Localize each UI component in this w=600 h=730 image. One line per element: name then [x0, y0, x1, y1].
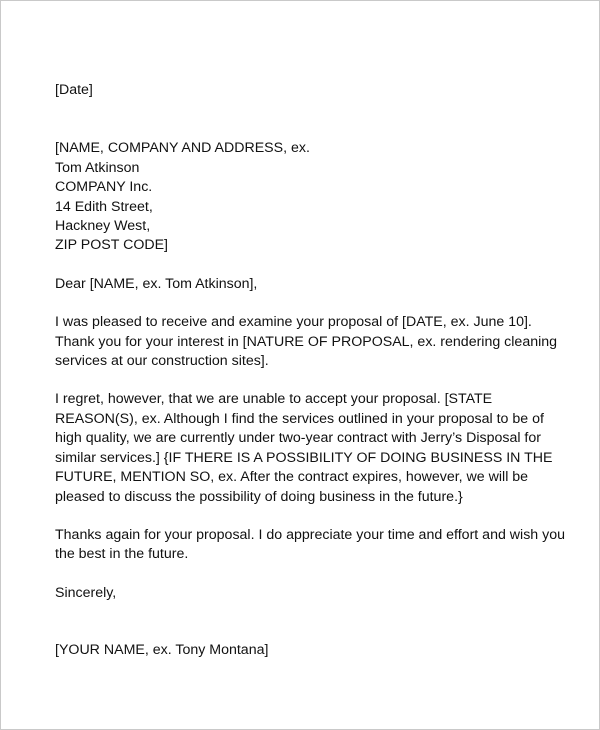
paragraph-line: I was pleased to receive and examine your proposal of [DATE, ex. June 10].: [55, 314, 532, 331]
paragraph-line: I regret, however, that we are unable to accept your proposal. [STATE: [55, 391, 493, 408]
paragraph-line: similar services.] {IF THERE IS A POSSIBILITY OF DOING BUSINESS IN THE: [55, 449, 553, 466]
letter-date: [Date]: [55, 82, 93, 98]
recipient-line: COMPANY Inc.: [55, 179, 153, 196]
paragraph-line: services at our construction sites].: [55, 353, 269, 370]
paragraph-line: FUTURE, MENTION SO, ex. After the contract expires, however, we will be: [55, 469, 529, 486]
spacer: [55, 565, 575, 584]
paragraph-line: pleased to discuss the possibility of doing business in the future.}: [55, 488, 463, 505]
recipient-block: [55, 139, 575, 255]
recipient-line: ZIP POST CODE]: [55, 237, 169, 254]
recipient-line: Tom Atkinson: [55, 159, 140, 176]
spacer: [55, 603, 575, 641]
recipient-line: Hackney West,: [55, 218, 151, 235]
recipient-line: 14 Edith Street,: [55, 198, 153, 215]
paragraph-line: Thank you for your interest in [NATURE OF PROPOSAL, ex. rendering cleaning: [55, 333, 558, 350]
paragraph-3: [55, 526, 575, 565]
spacer: [55, 371, 575, 390]
salutation: Dear [NAME, ex. Tom Atkinson],: [55, 275, 258, 292]
spacer: [55, 507, 575, 526]
paragraph-line: Thanks again for your proposal. I do appreciate your time and effort and wish you: [55, 526, 565, 543]
paragraph-line: high quality, we are currently under two-year contract with Jerry’s Disposal for: [55, 430, 541, 447]
spacer: [55, 100, 575, 139]
signature: [YOUR NAME, ex. Tony Montana]: [55, 642, 269, 659]
spacer: [55, 256, 575, 275]
closing: Sincerely,: [55, 584, 117, 601]
paragraph-line: REASON(S), ex. Although I find the services outlined in your proposal to be of: [55, 410, 544, 427]
recipient-line: [NAME, COMPANY AND ADDRESS, ex.: [55, 140, 310, 157]
spacer: [55, 294, 575, 313]
paragraph-2: [55, 390, 575, 506]
paragraph-1: [55, 313, 575, 371]
paragraph-line: the best in the future.: [55, 546, 189, 563]
letter-body: [55, 81, 575, 661]
